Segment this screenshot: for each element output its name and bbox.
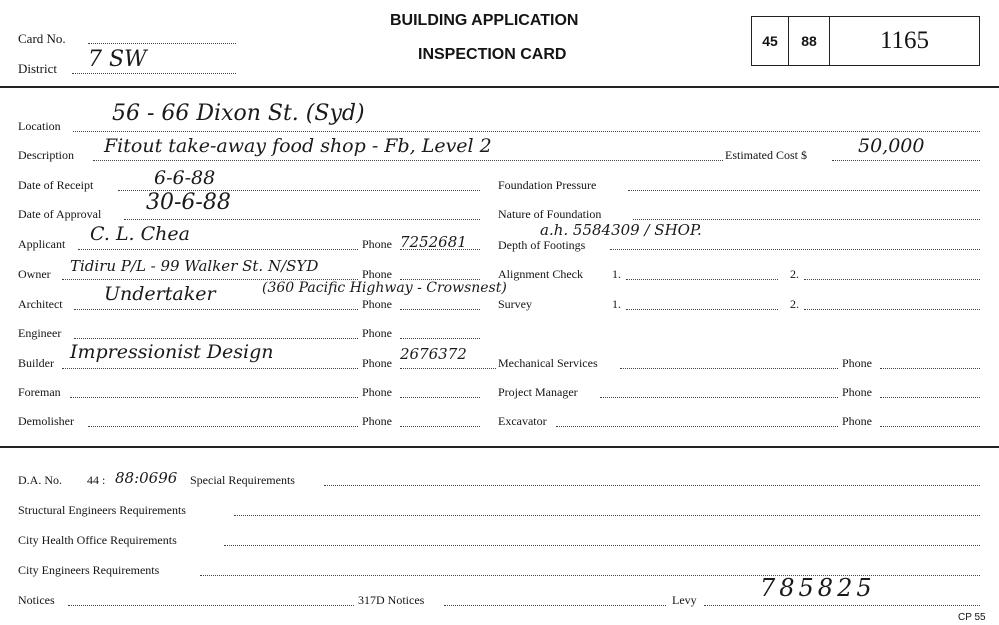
project-manager-phone-field[interactable] (880, 397, 980, 398)
notices-field[interactable] (68, 605, 354, 606)
depth-footings-label: Depth of Footings (498, 238, 586, 252)
levy-value: 785825 (760, 574, 876, 602)
section-divider (0, 446, 999, 448)
owner-value: Tidiru P/L - 99 Walker St. N/SYD (70, 257, 319, 275)
date-receipt-value: 6-6-88 (154, 167, 216, 189)
alignment-1-field[interactable] (626, 279, 778, 280)
builder-field[interactable] (62, 368, 358, 369)
da-no-prefix: 44 : (87, 473, 106, 487)
form-code: CP 55 (958, 612, 986, 623)
applicant-phone-value: 7252681 (400, 233, 467, 251)
applicant-field[interactable] (78, 249, 358, 250)
owner-label: Owner (18, 267, 51, 281)
architect-phone-field[interactable] (400, 309, 480, 310)
header-divider (0, 86, 999, 88)
mechanical-services-field[interactable] (620, 368, 838, 369)
builder-phone-value: 2676372 (400, 345, 467, 363)
description-value: Fitout take-away food shop - Fb, Level 2 (104, 135, 492, 157)
structural-engineers-field[interactable] (234, 515, 980, 516)
date-approval-label: Date of Approval (18, 207, 102, 221)
notices-317d-label: 317D Notices (358, 593, 425, 607)
builder-phone-label: Phone (362, 356, 392, 370)
card-title-line1: BUILDING APPLICATION (390, 12, 579, 29)
nature-foundation-label: Nature of Foundation (498, 207, 602, 221)
foreman-phone-field[interactable] (400, 397, 480, 398)
location-field[interactable] (73, 131, 980, 132)
description-field[interactable] (93, 160, 723, 161)
city-engineers-label: City Engineers Requirements (18, 563, 160, 577)
location-label: Location (18, 119, 61, 133)
applicant-label: Applicant (18, 237, 66, 251)
card-title-line2: INSPECTION CARD (418, 46, 567, 63)
project-manager-label: Project Manager (498, 385, 578, 399)
city-health-field[interactable] (224, 545, 980, 546)
applicant-value: C. L. Chea (90, 223, 190, 245)
architect-note: (360 Pacific Highway - Crowsnest) (262, 280, 507, 296)
da-no-label: D.A. No. (18, 473, 62, 487)
survey-1-label: 1. (612, 297, 621, 311)
demolisher-label: Demolisher (18, 414, 74, 428)
foundation-pressure-field[interactable] (628, 190, 980, 191)
excavator-label: Excavator (498, 414, 547, 428)
estimated-cost-value: 50,000 (858, 135, 925, 157)
levy-field[interactable] (704, 605, 980, 606)
district-field[interactable] (72, 73, 236, 74)
code-box-2: 88 (788, 16, 830, 66)
mechanical-phone-field[interactable] (880, 368, 980, 369)
foundation-pressure-label: Foundation Pressure (498, 178, 597, 192)
notices-label: Notices (18, 593, 55, 607)
date-receipt-label: Date of Receipt (18, 178, 94, 192)
location-value: 56 - 66 Dixon St. (Syd) (112, 101, 365, 126)
mechanical-services-label: Mechanical Services (498, 356, 598, 370)
excavator-phone-label: Phone (842, 414, 872, 428)
owner-phone-label: Phone (362, 267, 392, 281)
engineer-phone-field[interactable] (400, 338, 480, 339)
applicant-phone-label: Phone (362, 237, 392, 251)
estimated-cost-field[interactable] (832, 160, 980, 161)
alignment-2-label: 2. (790, 267, 799, 281)
engineer-field[interactable] (74, 338, 358, 339)
date-approval-field[interactable] (124, 219, 480, 220)
engineer-phone-label: Phone (362, 326, 392, 340)
alignment-1-label: 1. (612, 267, 621, 281)
builder-value: Impressionist Design (70, 341, 274, 363)
architect-label: Architect (18, 297, 63, 311)
notices-317d-field[interactable] (444, 605, 666, 606)
special-requirements-label: Special Requirements (190, 473, 295, 487)
district-label: District (18, 61, 57, 76)
project-manager-field[interactable] (600, 397, 838, 398)
survey-1-field[interactable] (626, 309, 778, 310)
card-no-field[interactable] (88, 43, 236, 44)
estimated-cost-label: Estimated Cost $ (725, 148, 807, 162)
excavator-field[interactable] (556, 426, 838, 427)
description-label: Description (18, 148, 74, 162)
card-number-box: 1165 (829, 16, 980, 66)
demolisher-phone-field[interactable] (400, 426, 480, 427)
ah-note: a.h. 5584309 / SHOP. (540, 221, 702, 239)
survey-2-field[interactable] (804, 309, 980, 310)
foreman-label: Foreman (18, 385, 61, 399)
alignment-check-label: Alignment Check (498, 267, 583, 281)
demolisher-field[interactable] (88, 426, 358, 427)
foreman-phone-label: Phone (362, 385, 392, 399)
engineer-label: Engineer (18, 326, 62, 340)
special-requirements-field[interactable] (324, 485, 980, 486)
architect-field[interactable] (74, 309, 358, 310)
survey-label: Survey (498, 297, 532, 311)
card-no-label: Card No. (18, 31, 66, 46)
city-health-label: City Health Office Requirements (18, 533, 177, 547)
project-manager-phone-label: Phone (842, 385, 872, 399)
architect-phone-label: Phone (362, 297, 392, 311)
builder-label: Builder (18, 356, 54, 370)
excavator-phone-field[interactable] (880, 426, 980, 427)
architect-value: Undertaker (104, 283, 216, 305)
mechanical-phone-label: Phone (842, 356, 872, 370)
district-value: 7 SW (88, 47, 147, 72)
code-box-1: 45 (751, 16, 789, 66)
foreman-field[interactable] (70, 397, 358, 398)
levy-label: Levy (672, 593, 697, 607)
structural-engineers-label: Structural Engineers Requirements (18, 503, 186, 517)
alignment-2-field[interactable] (804, 279, 980, 280)
builder-phone-field[interactable] (400, 368, 496, 369)
date-approval-value: 30-6-88 (146, 190, 231, 215)
depth-footings-field[interactable] (610, 249, 980, 250)
da-no-value: 88:0696 (115, 469, 178, 487)
demolisher-phone-label: Phone (362, 414, 392, 428)
survey-2-label: 2. (790, 297, 799, 311)
